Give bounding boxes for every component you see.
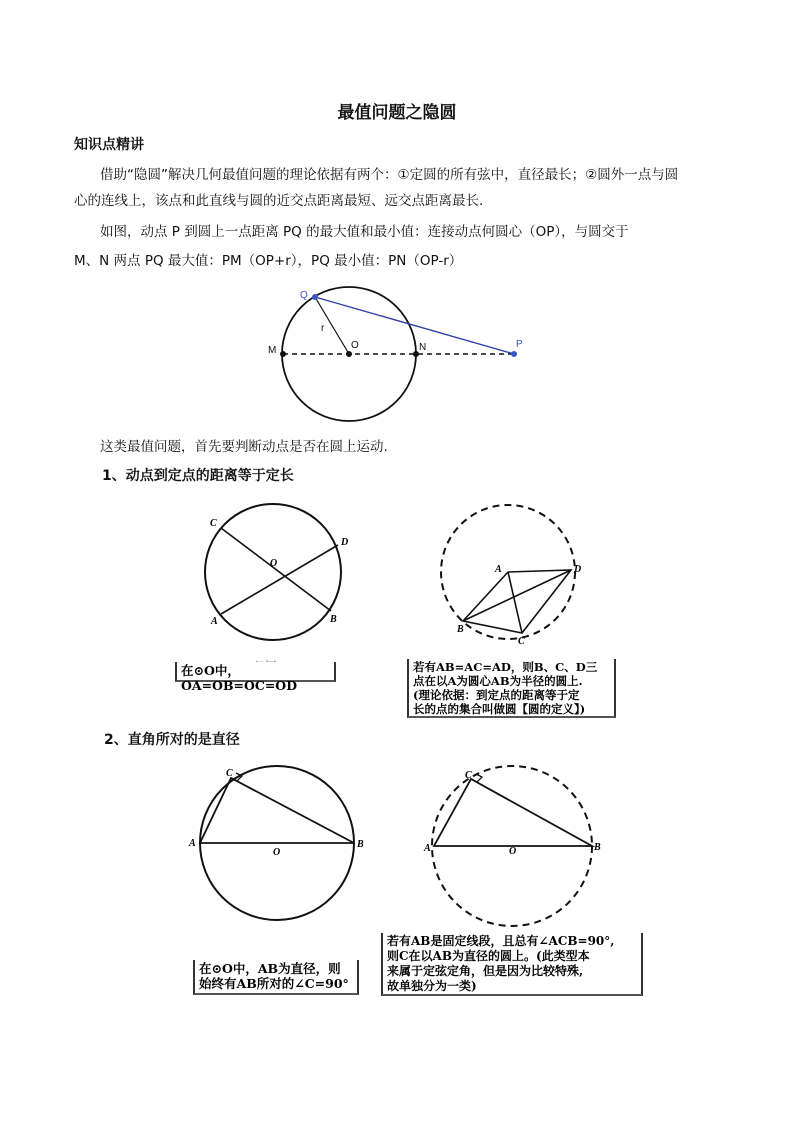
figure5-label-b: B	[594, 842, 601, 853]
figure1-point-p	[511, 351, 517, 357]
paragraph2-line1: 如图，动点 P 到圆上一点距离 PQ 的最大值和最小值：连接动点何圆心（OP），与圆交于	[100, 224, 629, 240]
figure4-label-c: C	[226, 768, 233, 779]
figure1-pq-line	[315, 297, 514, 354]
figure4-caption-line2: 始终有AB所对的∠C=90°	[199, 976, 349, 991]
figure2	[205, 504, 348, 640]
heading-1: 1、动点到定点的距离等于定长	[102, 468, 294, 484]
figure1-label-m: M	[268, 345, 277, 356]
figure3-caption-box	[407, 659, 616, 718]
figure5	[423, 766, 601, 926]
figure5-label-c: C	[465, 770, 472, 781]
figure3	[441, 505, 581, 647]
section-title: 知识点精讲	[74, 137, 144, 153]
figure3-label-c: C	[518, 636, 525, 647]
figure2-label-a: A	[211, 616, 218, 627]
figure1-label-p: P	[516, 339, 523, 350]
figure3-line-ac	[508, 572, 522, 633]
figure2-label-b: B	[330, 614, 337, 625]
figure3-label-b: B	[457, 624, 464, 635]
figure4	[188, 766, 364, 920]
heading-2: 2、直角所对的是直径	[104, 732, 240, 748]
note-text: 这类最值问题，首先要判断动点是否在圆上运动.	[100, 439, 388, 455]
figure1-point-q	[312, 294, 318, 300]
figure1-label-o: O	[351, 340, 359, 351]
figure2-label-c: C	[210, 518, 217, 529]
figure3-label-d: D	[574, 564, 582, 575]
figure3-label-a: A	[495, 564, 502, 575]
figure3-caption-line1: 若有AB=AC=AD，则B、C、D三	[413, 660, 598, 674]
figure3-caption-line3: (理论依据：到定点的距离等于定	[413, 688, 580, 702]
figure1-label-n: N	[419, 342, 427, 353]
figure2-label-d: D	[341, 537, 349, 548]
paragraph1-line1: 借助“隐圆”解决几何最值问题的理论依据有两个：①定圆的所有弦中，直径最长；②圆外一点与圆	[100, 167, 679, 183]
figure2-caption: 在⊙O中，OA=OB=OC=OD	[181, 663, 298, 693]
figure1-point-m	[280, 351, 286, 357]
figure2-label-o: O	[270, 558, 278, 569]
figure1-label-q: Q	[300, 290, 308, 301]
figure2-circle	[205, 504, 341, 640]
figure4-label-b: B	[357, 839, 364, 850]
figure5-caption-line2: 则C在以AB为直径的圆上。(此类型本	[387, 949, 590, 963]
figure3-caption-line2: 点在以A为圆心AB为半径的圆上.	[413, 674, 583, 688]
figure1-point-o	[346, 351, 352, 357]
figure2-caption-box	[175, 662, 336, 693]
paragraph2-line2: M、N 两点 PQ 最大值：PM（OP+r），PQ 最小值：PN（OP-r）	[74, 253, 463, 269]
figure1	[268, 287, 523, 421]
figure5-caption-line4: 故单独分为一类)	[387, 979, 477, 993]
figure3-quad	[463, 570, 571, 633]
figure2-line-cb	[221, 528, 331, 611]
figure5-caption-line1: 若有AB是固定线段，且总有∠ACB=90°,	[387, 934, 615, 948]
figure1-label-r: r	[321, 323, 325, 334]
figure4-label-o: O	[273, 847, 281, 858]
figure5-label-o: O	[509, 846, 517, 857]
figure5-caption-line3: 来属于定弦定角，但是因为比较特殊,	[387, 964, 584, 978]
figure5-caption-box	[381, 933, 643, 996]
paragraph1-line2: 心的连线上，该点和此直线与圆的近交点距离最短、远交点距离最长.	[74, 193, 484, 209]
figure5-label-a: A	[424, 843, 431, 854]
figure4-caption-box	[193, 960, 359, 995]
figure4-label-a: A	[189, 838, 196, 849]
figure3-caption-line4: 长的点的集合叫做圆【圆的定义】)	[413, 702, 586, 716]
page-title: 最值问题之隐圆	[337, 103, 457, 123]
figure4-caption-line1: 在⊙O中，AB为直径，则	[199, 961, 341, 976]
